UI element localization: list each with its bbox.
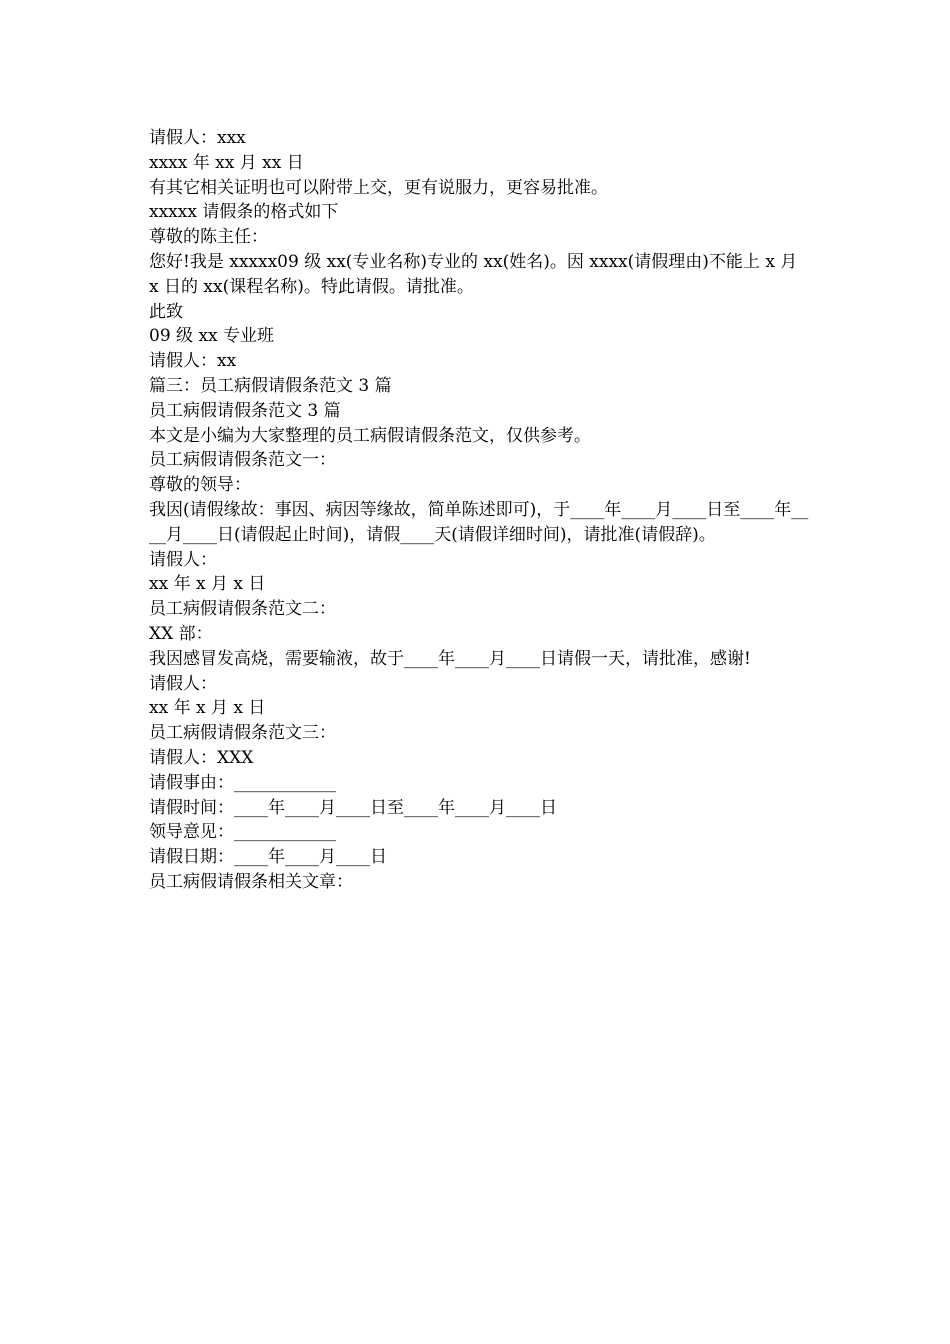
related-articles-heading: 员工病假请假条相关文章： bbox=[149, 871, 353, 892]
applicant-line: 请假人： bbox=[149, 549, 217, 570]
document-body bbox=[149, 126, 809, 895]
reason-field: 请假事由：____________ bbox=[149, 772, 336, 793]
date-line: xx 年 x 月 x 日 bbox=[149, 574, 266, 595]
applicant-line: 请假人：xxx bbox=[149, 128, 246, 148]
sample-two-heading: 员工病假请假条范文二： bbox=[149, 599, 336, 620]
applicant-line: 请假人： bbox=[149, 673, 217, 694]
salutation: 尊敬的领导： bbox=[149, 475, 251, 496]
applicant-field: 请假人：XXX bbox=[149, 747, 254, 768]
class-line: 09 级 xx 专业班 bbox=[149, 326, 275, 347]
leave-date-field: 请假日期：____年____月____日 bbox=[149, 847, 387, 868]
salutation: XX 部： bbox=[149, 623, 213, 644]
closing-line: 此致 bbox=[149, 301, 183, 322]
intro-paragraph: 本文是小编为大家整理的员工病假请假条范文，仅供参考。 bbox=[149, 425, 591, 446]
applicant-line: 请假人：xx bbox=[149, 351, 237, 372]
salutation: 尊敬的陈主任： bbox=[149, 227, 268, 248]
body-paragraph: 我因感冒发高烧，需要输液，故于____年____月____日请假一天，请批准，感谢! bbox=[149, 648, 751, 669]
article-title: 员工病假请假条范文 3 篇 bbox=[149, 400, 341, 421]
format-heading: xxxxx 请假条的格式如下 bbox=[149, 202, 339, 223]
period-field: 请假时间：____年____月____日至____年____月____日 bbox=[149, 797, 557, 818]
body-paragraph: 您好!我是 xxxxx09 级 xx(专业名称)专业的 xx(姓名)。因 xxxx(请假理由)不能上 x 月 x 日的 xx(课程名称)。特此请假。请批准。 bbox=[149, 251, 803, 297]
body-paragraph: 我因(请假缘故：事因、病因等缘故，简单陈述即可)，于____年____月____日至____年____月____日(请假起止时间)，请假____天(请假详细时间)，请批准(请假辞)。 bbox=[149, 499, 809, 545]
date-line: xx 年 x 月 x 日 bbox=[149, 698, 266, 719]
leader-opinion-field: 领导意见：____________ bbox=[149, 822, 336, 843]
section-heading: 篇三：员工病假请假条范文 3 篇 bbox=[149, 375, 392, 396]
sample-three-heading: 员工病假请假条范文三： bbox=[149, 723, 336, 744]
sample-one-heading: 员工病假请假条范文一： bbox=[149, 450, 336, 471]
note-paragraph: 有其它相关证明也可以附带上交，更有说服力，更容易批准。 bbox=[149, 177, 608, 198]
date-line: xxxx 年 xx 月 xx 日 bbox=[149, 152, 304, 173]
